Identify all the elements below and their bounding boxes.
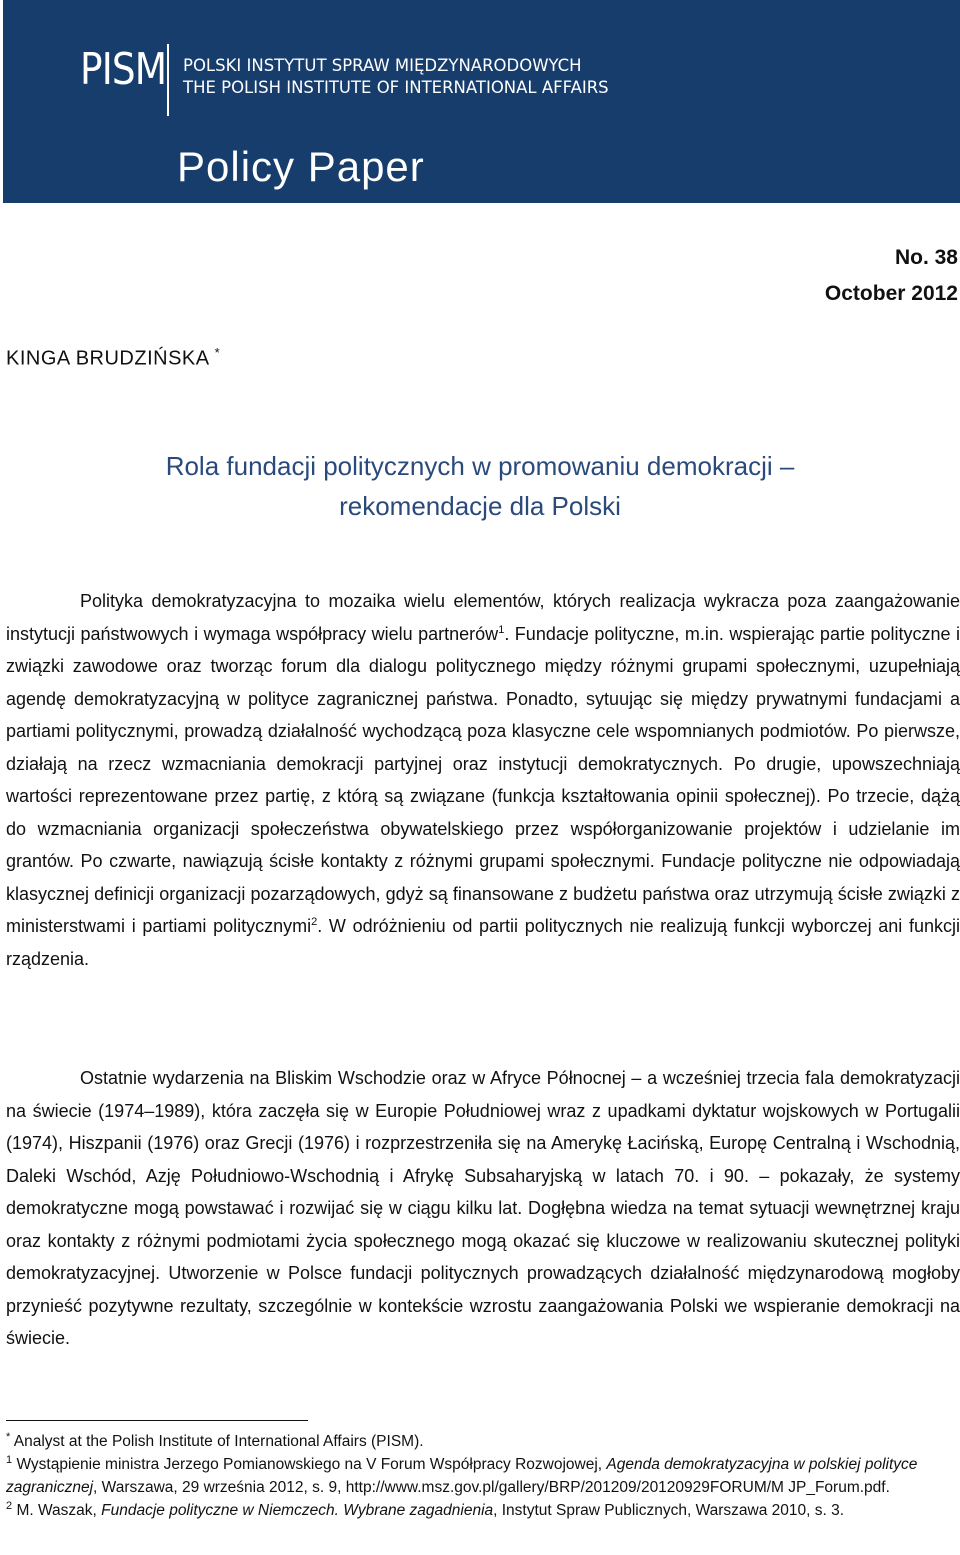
author-name: KINGA BRUDZIŃSKA [6,347,209,370]
footnote-separator [6,1420,308,1421]
issue-number: No. 38 [894,246,958,269]
footnote-2-mark: 2 [6,1499,13,1512]
series-title: Policy Paper [177,143,425,190]
institute-name-pl: POLSKI INSTYTUT SPRAW MIĘDZYNARODOWYCH [183,56,582,76]
footnote-0-mark: * [6,1430,11,1443]
author-line [6,345,220,371]
footnote-ref-1[interactable]: 1 [498,623,505,636]
header-banner [3,0,960,203]
paragraph-2 [6,1062,960,1355]
footnote-0 [6,1430,960,1453]
footnotes [6,1430,960,1522]
footnote-2-title: Fundacje polityczne w Niemczech. Wybrane zagadnienia [101,1502,494,1519]
institute-name-en: THE POLISH INSTITUTE OF INTERNATIONAL AFFAIRS [183,78,609,98]
author-footnote-marker: * [214,345,221,360]
paragraph-1-text-a: Polityka demokratyzacyjna to mozaika wielu elementów, których realizacja wykracza poza zaangażowanie instytucji państwowych i wymaga współpracy wielu partnerów [6,591,960,644]
footnote-ref-2[interactable]: 2 [311,916,318,928]
paragraph-1-text-b: . Fundacje polityczne, m.in. wspierając partie polityczne i związki zawodowe oraz tworząc forum dla dialogu politycznego między różnymi grupami społecznymi, uzupełniają agendę demokratyzacyjną w polityce zagranicznej państwa. Ponadto, sytuując się między prywatnymi fundacjami a partiami politycznymi, prowadzą działalność wychodzącą poza klasyczne cele wspomnianych podmiotów. Po pierwsze, działają na rzecz wzmacniania demokracji partyjnej oraz instytucji demokratycznych. Po drugie, upowszechniają wartości reprezentowane przez partię, z którą są związane (funkcja kształtowania opinii społecznej). Po trzecie, dążą do wzmacniania organizacji społeczeństwa obywatelskiego przez współorganizowanie projektów i udzielanie im grantów. Po czwarte, nawiązują ścisłe kontakty z różnymi grupami społecznymi. Fundacje polityczne nie odpowiadają klasycznej definicji organizacji pozarządowych, gdyż są finansowane z budżetu państwa oraz utrzymują ścisłe związki z ministerstwami i partiami politycznymi [6,623,960,936]
footnote-2 [6,1499,960,1522]
issue-date: October 2012 [824,282,958,305]
footnote-0-text: Analyst at the Polish Institute of International Affairs (PISM). [13,1433,424,1450]
paragraph-2-text: Ostatnie wydarzenia na Bliskim Wschodzie oraz w Afryce Północnej – a wcześniej trzecia fala demokratyzacji na świecie (1974–1989), która zaczęła się w Europie Południowej wraz z upadkami dyktatur wojskowych w Portugalii (1974), Hiszpanii (1976) oraz Grecji (1976) i rozprzestrzeniła się na Amerykę Łacińską, Europę Centralną i Wschodnią, Daleki Wschód, Azję Południowo-Wschodnią i Afrykę Subsaharyjską w latach 70. i 90. – pokazały, że systemy demokratyczne mogą powstawać i rozwijać się w ciągu kilku lat. Dogłębna wiedza na temat sytuacji wewnętrznej kraju oraz kontakty z różnymi podmiotami życia społecznego mogą okazać się kluczowe w realizowaniu skutecznej polityki demokratyzacyjnej. Utworzenie w Polsce fundacji politycznych prowadzących działalność międzynarodową mogłoby przynieść pozytywne rezultaty, szczególnie w kontekście wzrostu zaangażowania Polski we wspieranie demokracji na świecie. [6,1068,960,1348]
paper-title [0,446,960,526]
paragraph-1 [6,585,960,975]
title-line-1: Rola fundacji politycznych w promowaniu demokracji – [165,451,795,481]
footnote-2-text-a: M. Waszak, [16,1502,102,1519]
footnote-1 [6,1453,960,1499]
pism-logo: PISM [80,44,167,95]
footnote-1-mark: 1 [6,1453,13,1466]
paragraph-1-text-c: . W odróżnieniu od partii politycznych nie realizują funkcji wyborczej ani funkcji rządzenia. [6,916,960,969]
title-line-2: rekomendacje dla Polski [339,491,621,521]
footnote-2-text-b: , Instytut Spraw Publicznych, Warszawa 2010, s. 3. [493,1502,845,1519]
footnote-1-text-a: Wystąpienie ministra Jerzego Pomianowskiego na V Forum Współpracy Rozwojowej, [16,1456,607,1473]
logo-divider [167,44,169,116]
footnote-1-text-b[interactable]: , Warszawa, 29 września 2012, s. 9, http://www.msz.gov.pl/gallery/BRP/201209/20120929FORUM/M JP_Forum.pdf. [93,1479,890,1496]
footnote-1-title: Agenda demokratyzacyjna w polskiej polityce zagranicznej [6,1456,918,1496]
